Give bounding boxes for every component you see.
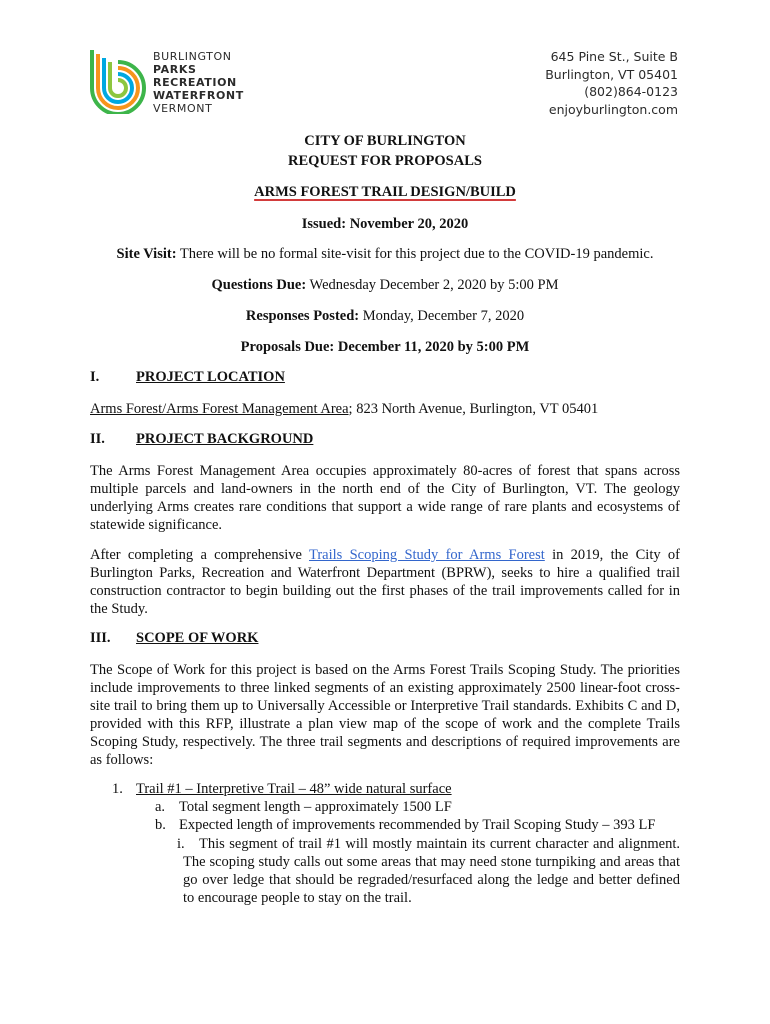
questions-due-text: Wednesday December 2, 2020 by 5:00 PM xyxy=(306,277,559,293)
improvement-length: Expected length of improvements recommended by Trail Scoping Study – 393 LF xyxy=(179,817,656,833)
address-block xyxy=(545,48,678,118)
address-street: 645 Pine St., Suite B xyxy=(550,49,678,64)
section-number: II. xyxy=(90,431,105,447)
issued-date: Issued: November 20, 2020 xyxy=(301,216,469,232)
logo-wordmark xyxy=(153,50,244,115)
location-address: ; 823 North Avenue, Burlington, VT 05401 xyxy=(348,401,599,417)
site-visit-text: There will be no formal site-visit for this project due to the COVID-19 pandemic. xyxy=(176,246,654,262)
list-letter: a. xyxy=(155,799,166,815)
background-p2-end: in 2019, the City of Burlington Parks, Recreation and Waterfront Department (BPRW), seeks to hire a qualified trail construction contractor to begin building out the first phases of the trail improvements called for in the Study. xyxy=(90,547,680,617)
background-p2-start: After completing a comprehensive xyxy=(90,547,309,563)
site-visit-label: Site Visit: xyxy=(116,246,177,262)
location-text xyxy=(90,400,680,418)
list-letter: b. xyxy=(155,817,166,833)
scoping-study-link[interactable]: Trails Scoping Study for Arms Forest xyxy=(309,547,545,563)
header-rfp: REQUEST FOR PROPOSALS xyxy=(288,153,482,169)
section-heading-background xyxy=(90,431,313,448)
segment-description: This segment of trail #1 will mostly maintain its current character and alignment. The scoping study calls out some areas that may need stone turnpiking and areas that go over ledge that should be regraded/resurfaced along the ledge and better defined to encourage people to stay on the trail. xyxy=(183,836,680,906)
responses-posted-label: Responses Posted: xyxy=(245,308,360,324)
trail-1-title: Trail #1 – Interpretive Trail – 48” wide natural surface xyxy=(136,781,452,797)
address-website[interactable]: enjoyburlington.com xyxy=(548,101,678,117)
logo-line-waterfront: WATERFRONT xyxy=(153,89,244,102)
proposals-due-line: Proposals Due: December 11, 2020 by 5:00 PM xyxy=(240,339,530,355)
list-item-1 xyxy=(112,781,452,798)
section-title: PROJECT LOCATION xyxy=(136,369,285,385)
list-item-a xyxy=(155,799,452,816)
address-phone: (802)864-0123 xyxy=(584,84,678,99)
questions-due-label: Questions Due: xyxy=(211,277,307,293)
section-number: III. xyxy=(90,630,111,646)
questions-due-line xyxy=(90,277,680,294)
list-item-b xyxy=(155,817,655,834)
list-roman: i. xyxy=(177,836,185,852)
bprw-logo xyxy=(88,48,150,114)
logo-line-recreation: RECREATION xyxy=(153,76,237,89)
section-title: PROJECT BACKGROUND xyxy=(136,431,314,447)
site-visit-line xyxy=(90,246,680,263)
section-title: SCOPE OF WORK xyxy=(136,630,259,646)
address-city: Burlington, VT 05401 xyxy=(545,66,678,82)
responses-posted-text: Monday, December 7, 2020 xyxy=(359,308,525,324)
background-paragraph-1: The Arms Forest Management Area occupies approximately 80-acres of forest that spans across multiple parcels and land-owners in the north end of the City of Burlington, VT. The geology underlying Arms creates rare conditions that support a wide range of rare plants and ecosystems of statewide significance. xyxy=(90,463,680,533)
logo-line-parks: PARKS xyxy=(153,63,197,76)
section-number: I. xyxy=(90,369,100,385)
section-heading-scope xyxy=(90,630,258,647)
project-title xyxy=(90,184,680,201)
scope-paragraph: The Scope of Work for this project is based on the Arms Forest Trails Scoping Study. The priorities include improvements to three linked segments of an existing approximately 2500 linear-foot cross-site trail to bring them up to Universally Accessible or Interpretive Trail standards. Exhibits C and D, provided with this RFP, illustrate a plan view map of the scope of work and the complete Trails Scoping Study, respectively. The three trail segments and descriptions of required improvements are as follows: xyxy=(90,662,680,768)
header-city: CITY OF BURLINGTON xyxy=(304,133,466,149)
background-paragraph-2 xyxy=(90,546,680,618)
segment-length: Total segment length – approximately 1500 LF xyxy=(179,799,452,815)
list-item-i xyxy=(177,835,680,907)
project-title-text: ARMS FOREST TRAIL DESIGN/BUILD xyxy=(254,184,516,200)
location-link[interactable]: Arms Forest/Arms Forest Management Area xyxy=(90,401,349,417)
list-number: 1. xyxy=(112,781,123,797)
logo-line-vermont: VERMONT xyxy=(153,102,213,115)
responses-posted-line xyxy=(90,308,680,325)
logo-line-burlington: BURLINGTON xyxy=(153,50,232,63)
section-heading-location xyxy=(90,369,285,386)
